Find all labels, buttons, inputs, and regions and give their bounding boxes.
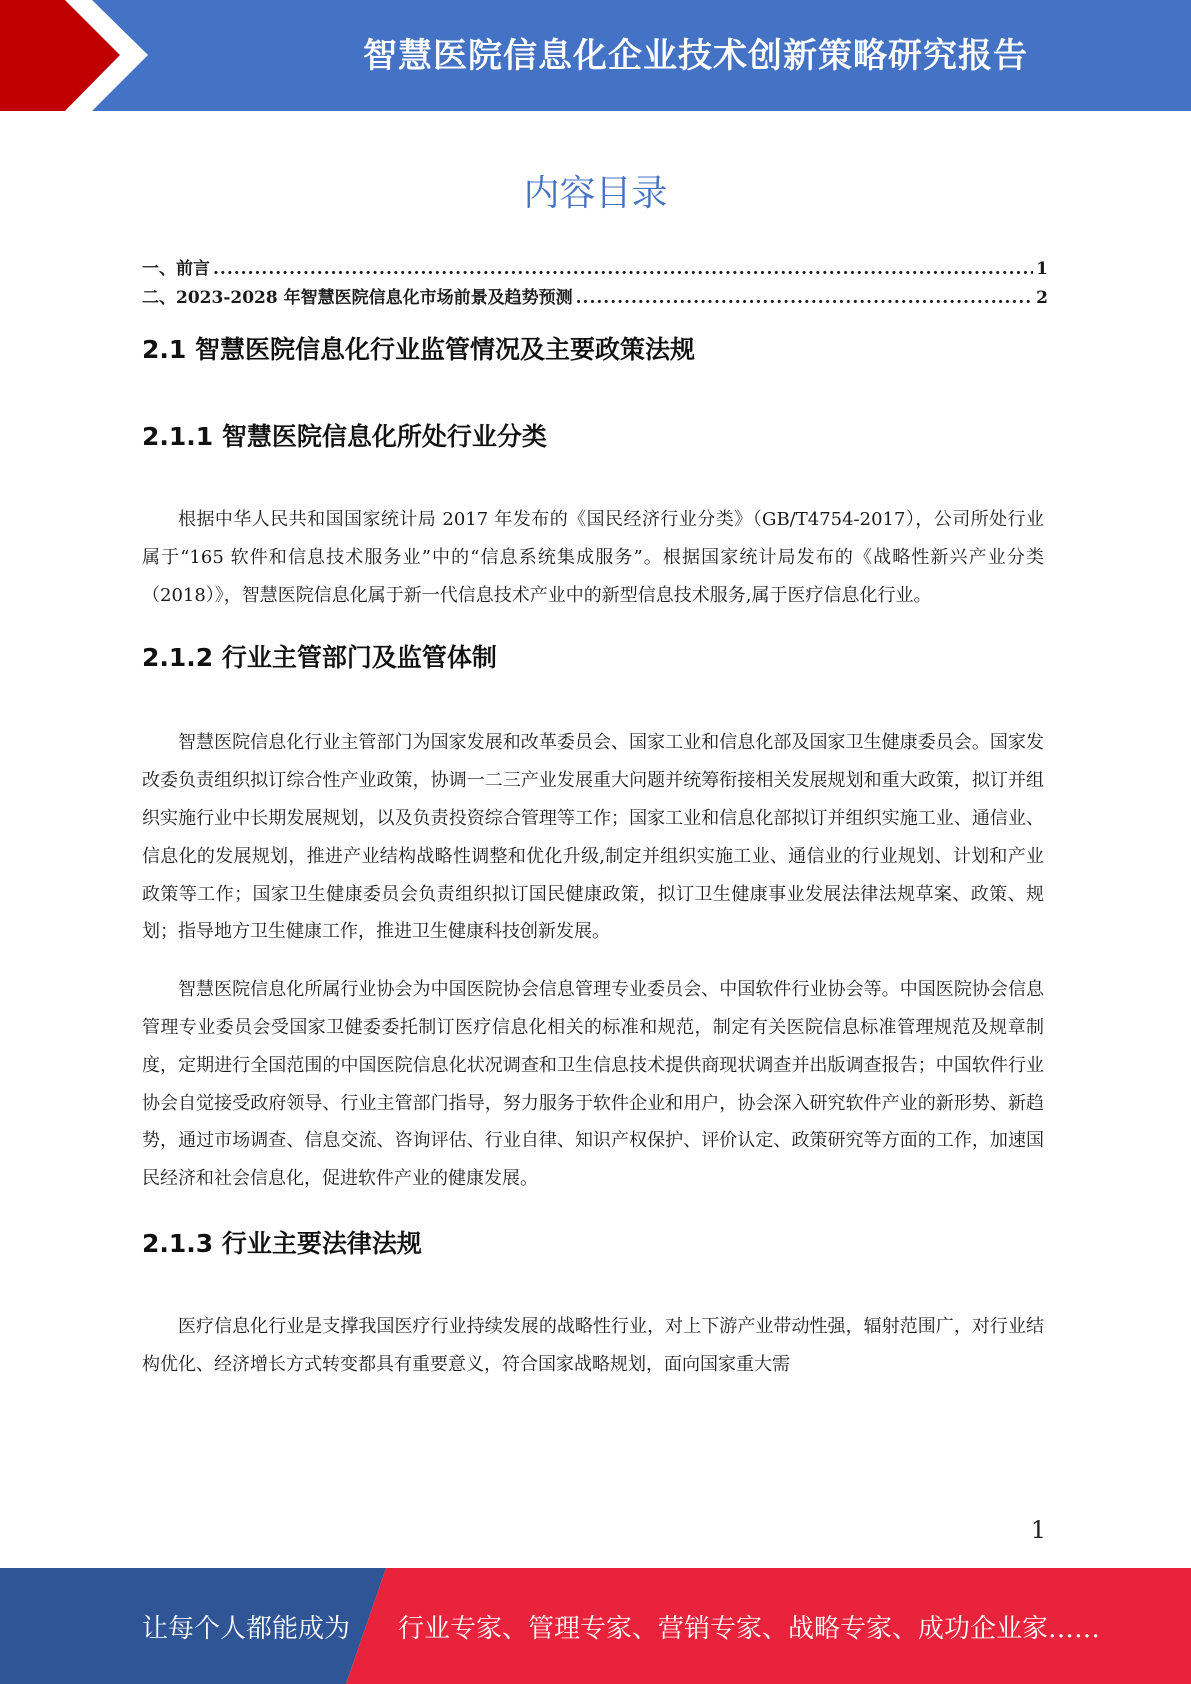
paragraph: 根据中华人民共和国国家统计局 2017 年发布的《国民经济行业分类》（GB/T4754-2017），公司所处行业属于“165 软件和信息技术服务业”中的“信息系统集成服务”。根据国家统计局发布的《战略性新兴产业分类（2018）》，智慧医院信息化属于新一代信息技术产业中的新型信息技术服务,属于医疗信息化行业。 <box>142 509 1044 606</box>
footer-slogan-right: 行业专家、管理专家、营销专家、战略专家、成功企业家…… <box>398 1613 1101 1644</box>
toc-leader-dots <box>213 255 1033 284</box>
toc-entry[interactable] <box>142 255 1048 284</box>
report-title: 智慧医院信息化企业技术创新策略研究报告 <box>363 35 1028 76</box>
footer-slogan-left: 让每个人都能成为 <box>142 1613 351 1644</box>
section-heading-2-1: 2.1 智慧医院信息化行业监管情况及主要政策法规 <box>142 335 695 364</box>
toc-entry-page: 1 <box>1036 259 1048 279</box>
toc-entry-page: 2 <box>1036 288 1048 308</box>
section-heading-2-1-1: 2.1.1 智慧医院信息化所处行业分类 <box>142 422 547 451</box>
paragraph: 智慧医院信息化所属行业协会为中国医院协会信息管理专业委员会、中国软件行业协会等。中国医院协会信息管理专业委员会受国家卫健委委托制订医疗信息化相关的标准和规范，制定有关医院信息标准管理规范及规章制度，定期进行全国范围的中国医院信息化状况调查和卫生信息技术提供商现状调查并出版调查报告；中国软件行业协会自觉接受政府领导、行业主管部门指导，努力服务于软件企业和用户，协会深入研究软件产业的新形势、新趋势，通过市场调查、信息交流、咨询评估、行业自律、知识产权保护、评价认定、政策研究等方面的工作，加速国民经济和社会信息化，促进软件产业的健康发展。 <box>142 979 1044 1190</box>
section-heading-2-1-2: 2.1.2 行业主管部门及监管体制 <box>142 643 497 673</box>
toc-entry-label: 一、前言 <box>142 259 210 279</box>
toc-entry[interactable] <box>142 284 1048 313</box>
toc-entry-label: 二、2023-2028 年智慧医院信息化市场前景及趋势预测 <box>142 288 573 308</box>
footer-banner <box>0 1568 1191 1684</box>
section-heading-2-1-3: 2.1.3 行业主要法律法规 <box>142 1228 422 1258</box>
header-banner <box>0 0 1191 111</box>
toc-title: 内容目录 <box>523 173 668 214</box>
page-number: 1 <box>1030 1516 1046 1544</box>
document-body <box>142 330 1044 1384</box>
toc-leader-dots <box>576 284 1034 313</box>
table-of-contents <box>142 255 1048 313</box>
paragraph: 智慧医院信息化行业主管部门为国家发展和改革委员会、国家工业和信息化部及国家卫生健康委员会。国家发改委负责组织拟订综合性产业政策，协调一二三产业发展重大问题并统筹衔接相关发展规划和重大政策，拟订并组织实施行业中长期发展规划，以及负责投资综合管理等工作；国家工业和信息化部拟订并组织实施工业、通信业、信息化的发展规划，推进产业结构战略性调整和优化升级,制定并组织实施工业、通信业的行业规划、计划和产业政策等工作；国家卫生健康委员会负责组织拟订国民健康政策，拟订卫生健康事业发展法律法规草案、政策、规划；指导地方卫生健康工作，推进卫生健康科技创新发展。 <box>142 732 1044 943</box>
paragraph: 医疗信息化行业是支撑我国医疗行业持续发展的战略性行业，对上下游产业带动性强，辐射范围广，对行业结构优化、经济增长方式转变都具有重要意义，符合国家战略规划，面向国家重大需 <box>142 1315 1044 1375</box>
